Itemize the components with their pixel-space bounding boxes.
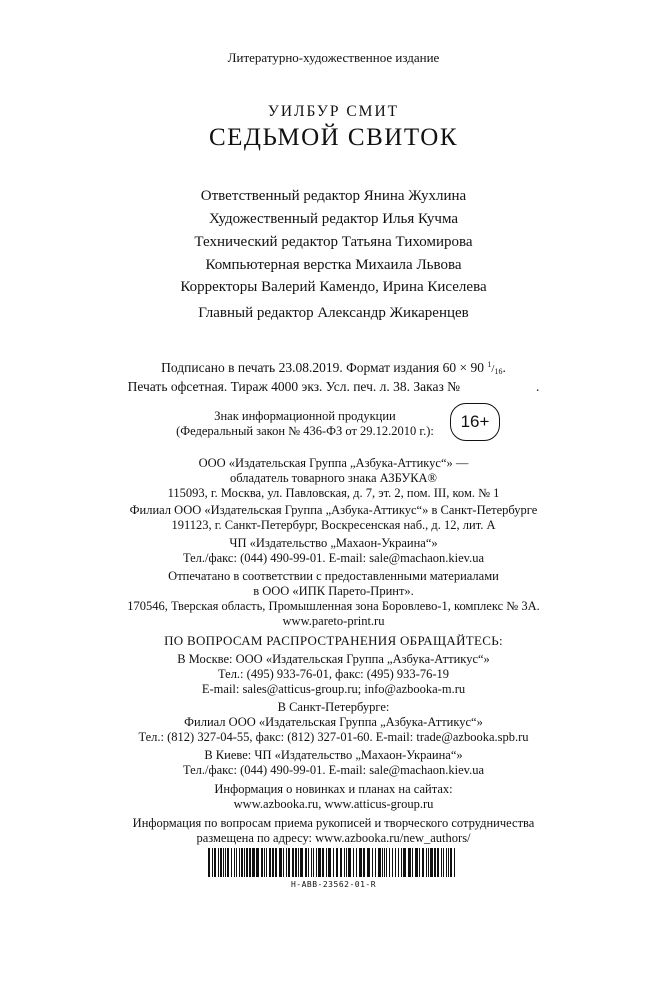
distribution-heading: ПО ВОПРОСАМ РАСПРОСТРАНЕНИЯ ОБРАЩАЙТЕСЬ: (164, 633, 503, 648)
format-fraction-numerator: 1 (487, 360, 492, 369)
barcode-bar (408, 848, 411, 877)
barcode-bar (252, 848, 255, 877)
printing-line: www.pareto-print.ru (282, 614, 385, 628)
moscow-line: E-mail: sales@atticus-group.ru; info@azbooka-m.ru (201, 682, 466, 696)
barcode-bar (340, 848, 342, 877)
format-fraction-slash: / (491, 363, 495, 375)
barcode-bar (256, 848, 259, 877)
barcode-bar (249, 848, 251, 877)
barcode-bar (286, 848, 287, 877)
barcode-bar (412, 848, 413, 877)
print-format-text: Подписано в печать 23.08.2019. Формат издания 60 × 90 (161, 360, 484, 375)
authors-info-line: размещена по адресу: www.azbooka.ru/new_authors/ (196, 831, 471, 845)
barcode-bar (336, 848, 338, 877)
barcode-number: Н-АВВ-23562-01-R (290, 880, 377, 889)
spb-line: Тел.: (812) 327-04-55, факс: (812) 327-01-60. E-mail: trade@azbooka.spb.ru (138, 730, 529, 744)
barcode-bar (225, 848, 226, 877)
genre-label: Литературно-художественное издание (227, 50, 440, 65)
barcode-bar (246, 848, 248, 877)
barcode-bar (363, 848, 365, 877)
barcode-bar (234, 848, 235, 877)
barcode-bar (426, 848, 427, 877)
barcode-bar (443, 848, 444, 877)
age-rating-badge: 16+ (450, 403, 500, 441)
barcode-bar (220, 848, 222, 877)
barcode-bar (308, 848, 309, 877)
branch-line: 191123, г. Санкт-Петербург, Воскресенская наб., д. 12, лит. А (171, 518, 496, 532)
publisher-line: ООО «Издательская Группа „Азбука-Аттикус“» — (198, 456, 469, 470)
barcode-bar (346, 848, 347, 877)
barcode-bar (375, 848, 376, 877)
barcode-bar (422, 848, 424, 877)
barcode-bar (322, 848, 324, 877)
barcode-bar (300, 848, 303, 877)
barcode-bar (348, 848, 351, 877)
barcode-bar (318, 848, 321, 877)
credit-line: Технический редактор Татьяна Тихомирова (194, 234, 473, 250)
print-run-text: Печать офсетная. Тираж 4000 экз. Усл. печ. л. 38. Заказ № (127, 379, 461, 394)
barcode-bar (415, 848, 418, 877)
barcode-bar (344, 848, 345, 877)
barcode-bar (378, 848, 381, 877)
barcode-bar (295, 848, 297, 877)
credit-line: Корректоры Валерий Камендо, Ирина Киселева (180, 279, 487, 295)
chief-editor: Главный редактор Александр Жикаренцев (198, 305, 469, 321)
barcode-bar (236, 848, 237, 877)
barcode-bar (434, 848, 436, 877)
news-line: Информация о новинках и планах на сайтах: (214, 782, 453, 796)
barcode-bar (419, 848, 420, 877)
barcode-bar (305, 848, 307, 877)
kiev-line: В Киеве: ЧП «Издательство „Махаон-Украина“» (204, 748, 463, 762)
barcode-bar (272, 848, 274, 877)
format-fraction-denominator: 16 (494, 367, 503, 376)
barcode-bar (328, 848, 331, 877)
barcode-bar (239, 848, 240, 877)
barcode-bar (283, 848, 284, 877)
barcode-bar (218, 848, 219, 877)
print-run-period: . (536, 379, 540, 394)
credit-line: Ответственный редактор Янина Жухлина (200, 188, 467, 204)
ukraine-line: ЧП «Издательство „Махаон-Украина“» (229, 536, 438, 550)
format-period: . (502, 360, 506, 375)
ukraine-line: Тел./факс: (044) 490-99-01. E-mail: sale@machaon.kiev.ua (182, 551, 485, 565)
barcode-bar (437, 848, 439, 877)
author-name: УИЛБУР СМИТ (267, 103, 400, 120)
printing-line: в ООО «ИПК Парето-Принт». (253, 584, 414, 598)
barcode-bar (384, 848, 385, 877)
print-run-line (0, 379, 667, 395)
barcode-bar (403, 848, 406, 877)
age-sign-label (160, 409, 450, 439)
barcode (208, 848, 458, 877)
barcode-bar (367, 848, 370, 877)
barcode-bar (298, 848, 299, 877)
barcode-bar (372, 848, 373, 877)
printing-line: Отпечатано в соответствии с предоставленными материалами (168, 569, 499, 583)
barcode-bar (448, 848, 449, 877)
barcode-bar (441, 848, 442, 877)
barcode-bar (401, 848, 402, 877)
barcode-bar (279, 848, 282, 877)
age-sign-title: Знак информационной продукции (214, 409, 396, 423)
barcode-bar (392, 848, 393, 877)
barcode-bar (389, 848, 390, 877)
barcode-bar (313, 848, 314, 877)
barcode-bar (386, 848, 387, 877)
kiev-line: Тел./факс: (044) 490-99-01. E-mail: sale@machaon.kiev.ua (182, 763, 485, 777)
moscow-line: Тел.: (495) 933-76-01, факс: (495) 933-76-19 (217, 667, 450, 681)
barcode-bar (359, 848, 362, 877)
barcode-bar (430, 848, 433, 877)
age-sign-law: (Федеральный закон № 436-ФЗ от 29.12.2010 г.): (176, 424, 434, 438)
news-line: www.azbooka.ru, www.atticus-group.ru (233, 797, 434, 811)
barcode-bar (214, 848, 216, 877)
print-format-line (0, 360, 667, 376)
barcode-bar (326, 848, 327, 877)
barcode-bar (311, 848, 312, 877)
barcode-bar (261, 848, 263, 877)
barcode-bar (446, 848, 447, 877)
spb-line: В Санкт-Петербурге: (277, 700, 390, 714)
barcode-bar (231, 848, 232, 877)
barcode-bar (356, 848, 357, 877)
barcode-bar (288, 848, 290, 877)
barcode-bar (450, 848, 452, 877)
barcode-bar (269, 848, 271, 877)
printing-line: 170546, Тверская область, Промышленная зона Боровлево-1, комплекс № 3А. (127, 599, 540, 613)
barcode-bar (244, 848, 245, 877)
barcode-bar (227, 848, 229, 877)
publisher-line: 115093, г. Москва, ул. Павловская, д. 7, эт. 2, пом. III, ком. № 1 (167, 486, 500, 500)
barcode-bar (454, 848, 455, 877)
moscow-line: В Москве: ООО «Издательская Группа „Азбука-Аттикус“» (177, 652, 490, 666)
barcode-bar (241, 848, 243, 877)
barcode-bar (316, 848, 317, 877)
barcode-bar (333, 848, 334, 877)
publisher-line: обладатель товарного знака АЗБУКА® (229, 471, 438, 485)
book-title: СЕДЬМОЙ СВИТОК (208, 124, 458, 151)
credit-line: Художественный редактор Илья Кучма (208, 211, 459, 227)
barcode-bar (395, 848, 396, 877)
barcode-bar (428, 848, 429, 877)
barcode-bar (223, 848, 224, 877)
barcode-bar (212, 848, 213, 877)
spb-line: Филиал ООО «Издательская Группа „Азбука-Аттикус“» (184, 715, 483, 729)
credit-line: Компьютерная верстка Михаила Львова (205, 257, 462, 273)
branch-line: Филиал ООО «Издательская Группа „Азбука-Аттикус“» в Санкт-Петербурге (129, 503, 538, 517)
barcode-bar (275, 848, 277, 877)
barcode-bar (264, 848, 265, 877)
barcode-bar (208, 848, 210, 877)
barcode-bar (292, 848, 294, 877)
barcode-bar (353, 848, 354, 877)
barcode-bar (398, 848, 399, 877)
authors-info-line: Информация по вопросам приема рукописей и творческого сотрудничества (132, 816, 535, 830)
barcode-bar (382, 848, 383, 877)
barcode-bar (266, 848, 267, 877)
